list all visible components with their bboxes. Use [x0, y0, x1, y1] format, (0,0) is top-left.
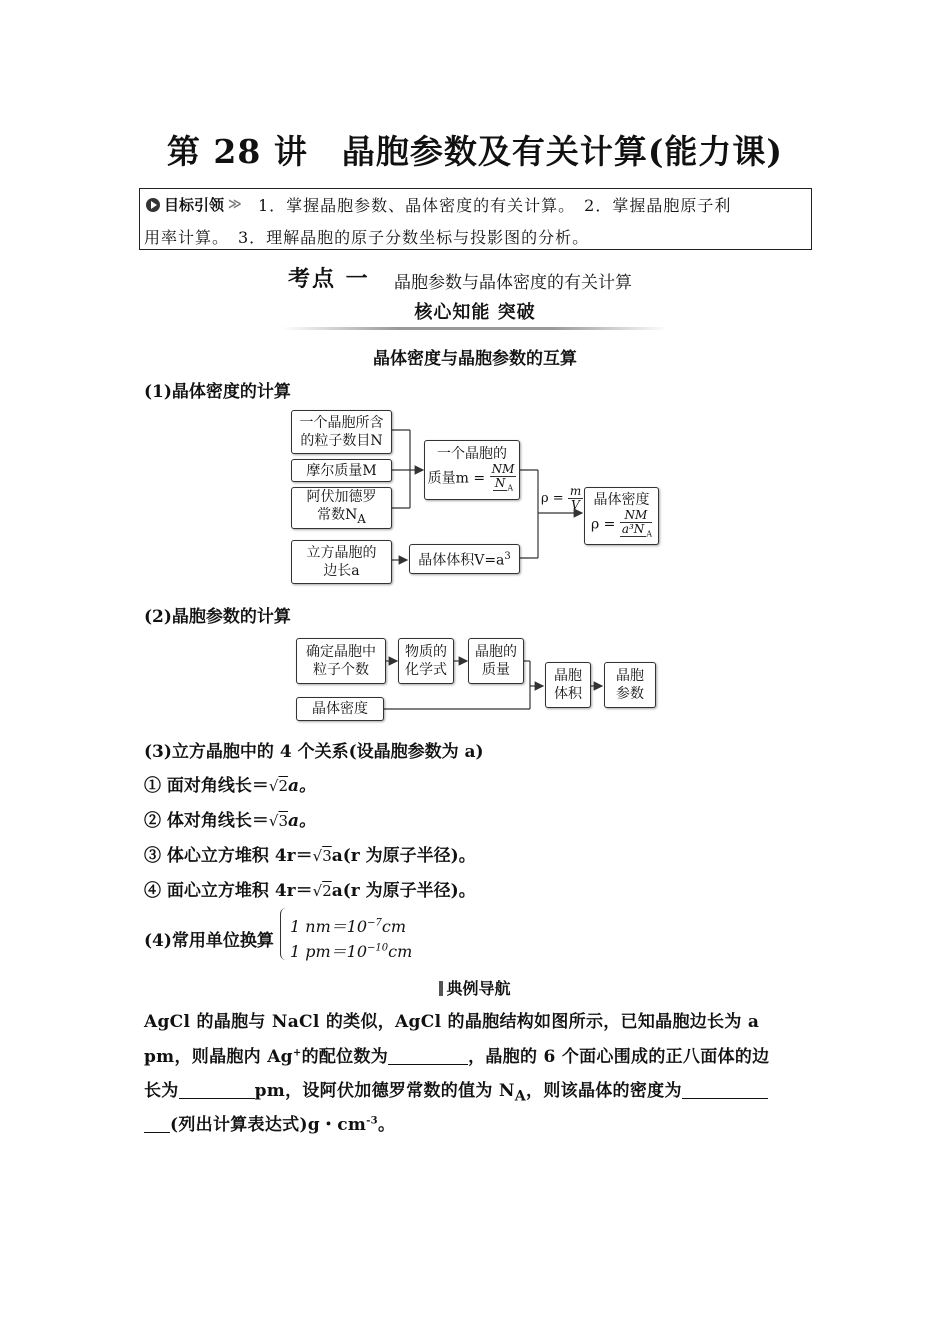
sqrt-icon: √2	[268, 777, 289, 795]
answer-blank-coordination[interactable]	[388, 1048, 468, 1065]
density-den-sub: A	[646, 529, 653, 539]
relation-4-prefix: ④ 面心立方堆积 4r＝	[144, 881, 313, 901]
box-cell-mass-prefix: 质量m =	[427, 470, 486, 487]
section-number: 考点 一	[288, 267, 370, 292]
box-cell-mass-2-line1: 晶胞的	[475, 644, 517, 660]
relation-4	[144, 876, 476, 901]
box-cell-volume-label: 晶体体积V=a	[418, 552, 505, 569]
relation-2-suffix: a。	[288, 811, 317, 831]
box-cell-volume-2-line2: 体积	[554, 686, 582, 702]
box-cell-mass-2	[468, 638, 524, 684]
question-line-4b: 。	[377, 1115, 396, 1135]
box-chemical-formula-line2: 化学式	[405, 662, 447, 678]
question-line-3-sub: A	[514, 1088, 527, 1105]
goals-line-1: 1．掌握晶胞参数、晶体密度的有关计算。 2．掌握晶胞原子利	[258, 196, 732, 215]
part2-heading: (2)晶胞参数的计算	[144, 607, 291, 627]
relation-1-prefix: ① 面对角线长＝	[144, 776, 269, 796]
box-count-particles	[296, 638, 386, 684]
box-crystal-density-2	[296, 697, 384, 721]
question-line-2	[144, 1042, 809, 1067]
box-cube-edge-line1: 立方晶胞的	[306, 545, 377, 561]
relation-2-radicand: 3	[278, 812, 289, 830]
unit-row-pm-exp: −10	[367, 942, 389, 954]
box-cell-volume-2-line1: 晶胞	[554, 668, 582, 684]
goals-tag-label: 目标引领	[164, 196, 225, 214]
question-line-4a: (列出计算表达式)g・cm	[170, 1115, 367, 1135]
box-avogadro-line1: 阿伏加德罗	[306, 489, 377, 506]
unit-row-pm-b: cm	[388, 942, 413, 961]
relation-1-radicand: 2	[278, 777, 289, 795]
unit-row-pm	[290, 939, 412, 962]
question-line-3b: pm，设阿伏加德罗常数的值为 N	[254, 1081, 515, 1101]
part1-heading: (1)晶体密度的计算	[144, 382, 291, 402]
core-knowledge-label: 核心知能 突破	[414, 302, 536, 323]
rho-numerator: m	[569, 484, 582, 498]
box-count-particles-line1: 确定晶胞中	[306, 644, 376, 660]
relation-1	[144, 771, 316, 796]
question-line-3	[144, 1076, 809, 1104]
relation-3	[144, 841, 476, 866]
part3-heading: (3)立方晶胞中的 4 个关系(设晶胞参数为 a)	[144, 742, 484, 762]
relation-2-prefix: ② 体对角线长＝	[144, 811, 269, 831]
rho-denominator: V	[571, 498, 580, 512]
relation-3-radicand: 3	[322, 847, 332, 865]
answer-blank-density-cont[interactable]	[144, 1116, 170, 1133]
box-avogadro-sub: A	[357, 511, 366, 526]
cell-mass-denominator: N	[494, 476, 506, 491]
box-crystal-density-line1: 晶体密度	[593, 492, 650, 509]
relation-4-suffix: a(r 为原子半径)。	[331, 881, 476, 901]
page-title: 第 28 讲 晶胞参数及有关计算(能力课)	[166, 132, 784, 171]
question-line-2c: ，晶胞的 6 个面心围成的正八面体的边	[468, 1047, 770, 1067]
example-tag	[0, 976, 950, 999]
subheading: 晶体密度与晶胞参数的互算	[373, 349, 577, 369]
box-cell-mass-2-line2: 质量	[482, 662, 510, 678]
box-avogadro-line2: 常数N	[317, 507, 358, 524]
box-crystal-density-prefix: ρ =	[590, 516, 616, 533]
box-cell-volume-sup: 3	[504, 551, 511, 563]
section-title: 晶胞参数与晶体密度的有关计算	[394, 273, 632, 293]
sqrt-icon: √3	[312, 847, 332, 865]
bar-icon	[439, 981, 443, 996]
example-tag-label: 典例导航	[446, 979, 511, 998]
question-line-3a: 长为	[144, 1081, 179, 1101]
box-count-particles-line2: 粒子个数	[313, 662, 369, 678]
rho-label: ρ =	[541, 491, 564, 506]
density-denominator: a³N	[621, 522, 645, 537]
sqrt-icon: √2	[312, 882, 332, 900]
relation-2	[144, 806, 316, 831]
box-cell-volume-2	[545, 662, 591, 708]
relation-1-suffix: a。	[288, 776, 317, 796]
cell-mass-den-sub: A	[507, 483, 514, 493]
relation-3-suffix: a(r 为原子半径)。	[331, 846, 476, 866]
answer-blank-edge[interactable]	[179, 1082, 255, 1099]
unit-row-nm-a: 1 nm＝10	[290, 917, 368, 936]
box-crystal-density-2-label: 晶体密度	[312, 701, 368, 717]
box-cube-edge-line2: 边长a	[323, 563, 360, 579]
question-line-4	[144, 1110, 809, 1135]
unit-brace	[280, 908, 289, 960]
unit-row-nm-exp: −7	[367, 917, 382, 929]
cell-mass-numerator: NM	[491, 462, 515, 477]
sqrt-icon: √3	[268, 812, 289, 830]
relation-3-prefix: ③ 体心立方堆积 4r＝	[144, 846, 313, 866]
unit-row-pm-a: 1 pm＝10	[290, 942, 368, 961]
question-line-2-sup: +	[292, 1047, 302, 1059]
box-cell-parameter-line2: 参数	[616, 686, 644, 702]
relation-4-radicand: 2	[322, 882, 332, 900]
question-line-1: AgCl 的晶胞与 NaCl 的类似，AgCl 的晶胞结构如图所示，已知晶胞边长为 a	[144, 1012, 760, 1032]
box-cell-parameter	[604, 662, 656, 708]
box-chemical-formula-line1: 物质的	[405, 644, 447, 660]
box-cell-parameter-line1: 晶胞	[616, 668, 644, 684]
part4-heading: (4)常用单位换算	[144, 931, 274, 951]
density-numerator: NM	[620, 509, 652, 523]
unit-row-nm-b: cm	[381, 917, 406, 936]
question-line-2b: 的配位数为	[301, 1047, 389, 1067]
box-chemical-formula	[398, 638, 454, 684]
unit-row-nm	[290, 914, 406, 937]
box-particle-count-line2: 的粒子数目N	[300, 433, 383, 449]
double-chevron-right-icon: ≫	[228, 197, 242, 212]
box-molar-mass-label: 摩尔质量M	[306, 462, 377, 479]
question-line-2a: pm，则晶胞内 Ag	[144, 1047, 293, 1067]
question-line-4-sup: -3	[366, 1115, 378, 1127]
question-line-3c: ，则该晶体的密度为	[526, 1081, 682, 1101]
goals-line-2: 用率计算。 3．理解晶胞的原子分数坐标与投影图的分析。	[144, 228, 590, 247]
box-particle-count-line1: 一个晶胞所含	[299, 415, 384, 431]
box-cell-mass-line1: 一个晶胞的	[437, 446, 507, 463]
answer-blank-density[interactable]	[682, 1082, 768, 1099]
